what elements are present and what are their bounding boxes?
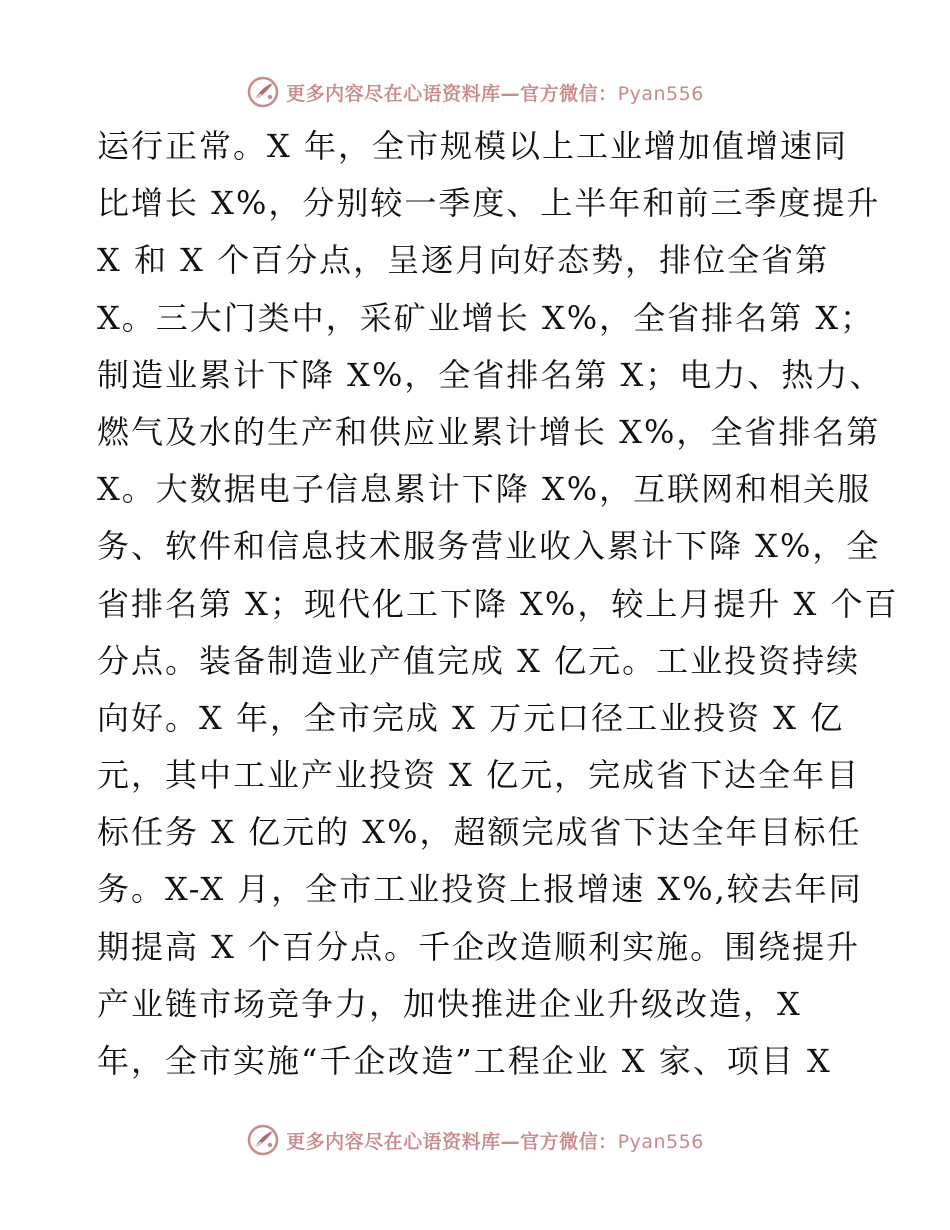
feather-pen-logo-icon xyxy=(246,1123,280,1157)
text-line: 比增长 X%，分别较一季度、上半年和前三季度提升 xyxy=(97,184,881,223)
watermark-text-cn: 更多内容尽在心语资料库—官方微信： xyxy=(286,82,618,105)
watermark-text xyxy=(286,79,704,106)
text-line: 产业链市场竞争力，加快推进企业升级改造，X xyxy=(97,984,802,1023)
text-line: 标任务 X 亿元的 X%，超额完成省下达全年目标任 xyxy=(97,813,862,852)
text-line: 分点。装备制造业产值完成 X 亿元。工业投资持续 xyxy=(97,641,861,680)
text-line: 务。X-X 月，全市工业投资上报增速 X%,较去年同 xyxy=(97,870,863,909)
watermark-wechat-id: Pyan556 xyxy=(617,82,704,105)
footer-watermark xyxy=(0,1120,950,1160)
watermark-text xyxy=(286,1127,704,1154)
document-body xyxy=(97,118,899,1090)
text-line: X。三大门类中，采矿业增长 X%，全省排名第 X； xyxy=(97,298,875,337)
text-line: 元，其中工业产业投资 X 亿元，完成省下达全年目 xyxy=(97,756,861,795)
watermark-wechat-id: Pyan556 xyxy=(617,1130,704,1153)
text-line: 务、软件和信息技术服务营业收入累计下降 X%，全 xyxy=(97,527,881,566)
text-line: 向好。X 年，全市完成 X 万元口径工业投资 X 亿 xyxy=(97,698,845,737)
text-line: 期提高 X 个百分点。千企改造顺利实施。围绕提升 xyxy=(97,927,861,966)
feather-pen-logo-icon xyxy=(246,75,280,109)
text-line: 年，全市实施“千企改造”工程企业 X 家、项目 X xyxy=(97,1042,832,1080)
text-line: 省排名第 X；现代化工下降 X%，较上月提升 X 个百 xyxy=(97,584,899,623)
text-line: 制造业累计下降 X%，全省排名第 X；电力、热力、 xyxy=(97,355,884,394)
text-line: X 和 X 个百分点，呈逐月向好态势，排位全省第 xyxy=(97,241,830,280)
header-watermark xyxy=(0,72,950,112)
text-line: 燃气及水的生产和供应业累计增长 X%，全省排名第 xyxy=(97,412,881,451)
text-line: X。大数据电子信息累计下降 X%，互联网和相关服 xyxy=(97,470,872,509)
text-line: 运行正常。X 年，全市规模以上工业增加值增速同 xyxy=(97,127,848,165)
watermark-text-cn: 更多内容尽在心语资料库—官方微信： xyxy=(286,1130,618,1153)
